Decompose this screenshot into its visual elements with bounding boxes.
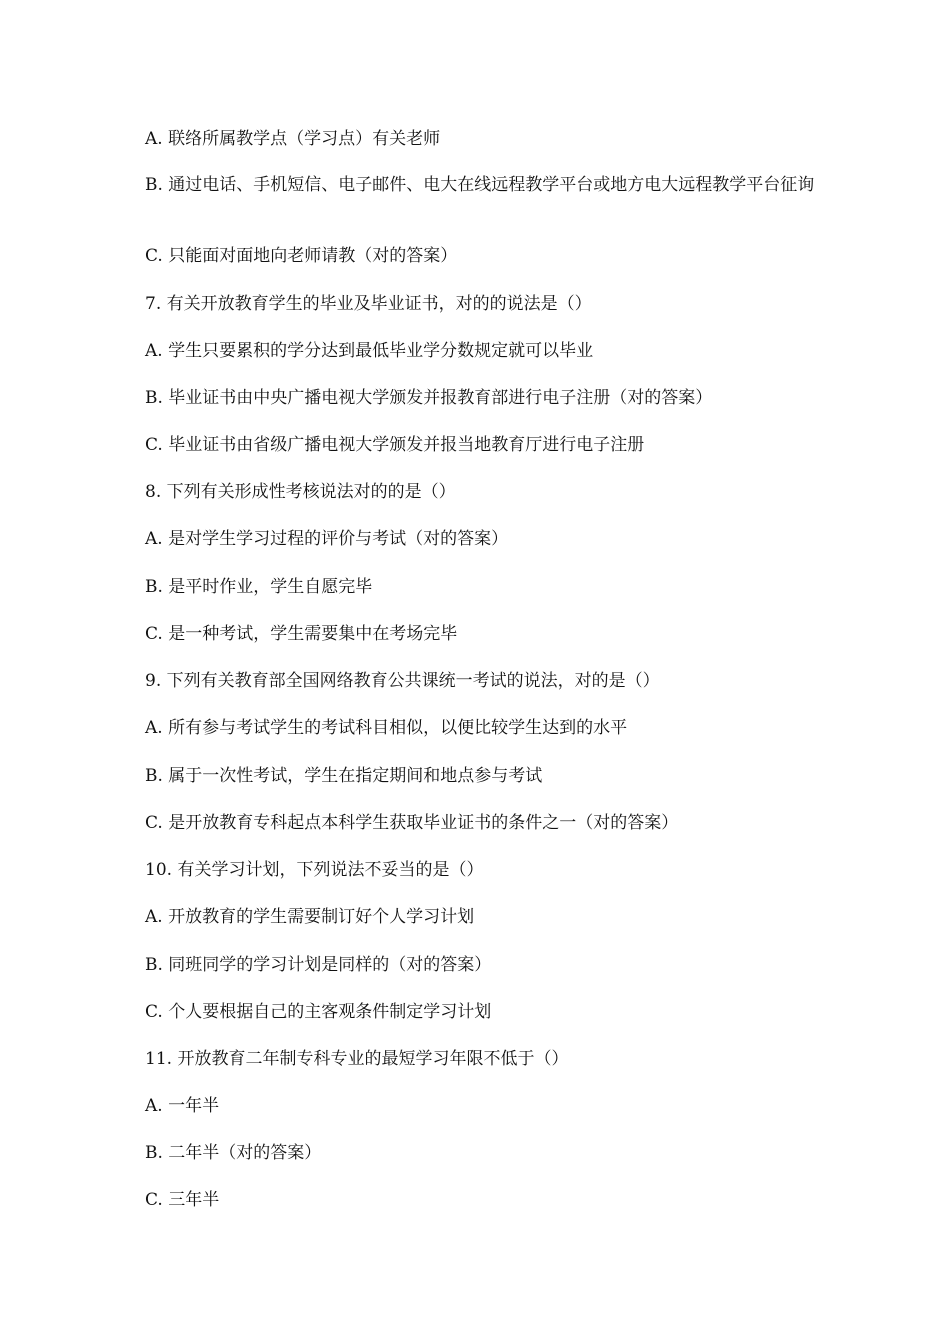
option-11b: B. 二年半（对的答案） — [145, 1143, 322, 1163]
option-9b: B. 属于一次性考试，学生在指定期间和地点参与考试 — [145, 766, 543, 786]
option-11c: C. 三年半 — [145, 1190, 220, 1210]
option-8c: C. 是一种考试，学生需要集中在考场完毕 — [145, 624, 458, 644]
option-8a: A. 是对学生学习过程的评价与考试（对的答案） — [145, 529, 509, 549]
option-10b: B. 同班同学的学习计划是同样的（对的答案） — [145, 955, 492, 975]
option-8b: B. 是平时作业，学生自愿完毕 — [145, 577, 373, 597]
question-8: 8. 下列有关形成性考核说法对的的是（） — [145, 482, 456, 502]
question-7: 7. 有关开放教育学生的毕业及毕业证书，对的的说法是（） — [145, 294, 592, 314]
option-9a: A. 所有参与考试学生的考试科目相似，以便比较学生达到的水平 — [145, 718, 628, 738]
option-10a: A. 开放教育的学生需要制订好个人学习计划 — [145, 907, 475, 927]
option-7a: A. 学生只要累积的学分达到最低毕业学分数规定就可以毕业 — [145, 341, 594, 361]
option-6c: C. 只能面对面地向老师请教（对的答案） — [145, 246, 458, 266]
option-11a: A. 一年半 — [145, 1096, 220, 1116]
option-6b: B. 通过电话、手机短信、电子邮件、电大在线远程教学平台或地方电大远程教学平台征询 — [145, 175, 815, 195]
option-7c: C. 毕业证书由省级广播电视大学颁发并报当地教育厅进行电子注册 — [145, 435, 645, 455]
option-9c: C. 是开放教育专科起点本科学生获取毕业证书的条件之一（对的答案） — [145, 813, 679, 833]
question-9: 9. 下列有关教育部全国网络教育公共课统一考试的说法，对的是（） — [145, 671, 660, 691]
question-10: 10. 有关学习计划，下列说法不妥当的是（） — [145, 860, 484, 880]
option-6a: A. 联络所属教学点（学习点）有关老师 — [145, 129, 441, 149]
question-11: 11. 开放教育二年制专科专业的最短学习年限不低于（） — [145, 1049, 569, 1069]
option-10c: C. 个人要根据自己的主客观条件制定学习计划 — [145, 1002, 492, 1022]
option-7b: B. 毕业证书由中央广播电视大学颁发并报教育部进行电子注册（对的答案） — [145, 388, 713, 408]
